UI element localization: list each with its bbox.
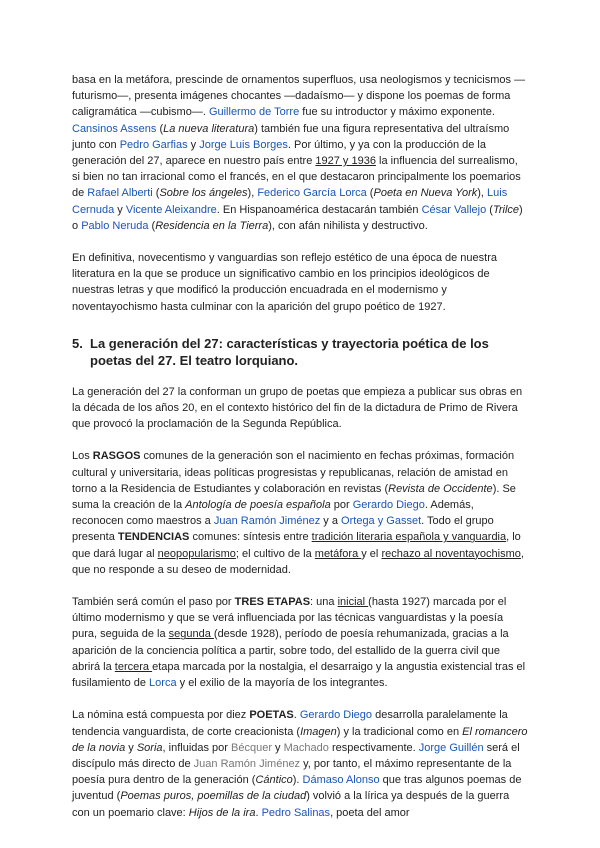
- text: , que no responde a su deseo de modernidad.: [72, 547, 524, 576]
- text: (: [152, 187, 160, 200]
- link-juan-ramon-jimenez[interactable]: Juan Ramón Jiménez: [213, 515, 321, 528]
- document-page: [72, 72, 528, 837]
- underlined-text: rechazo al noventayochismo: [381, 547, 521, 560]
- link-jorge-luis-borges[interactable]: Jorge Luis Borges: [199, 138, 288, 151]
- book-title: Revista de Occidente: [388, 482, 493, 495]
- text: ) también fue una figura representativa del ultraísmo junto con: [72, 122, 510, 151]
- text: y: [272, 741, 284, 754]
- link-federico-garcia-lorca[interactable]: Federico García Lorca: [257, 187, 367, 200]
- paragraph-intro-27: La generación del 27 la conforman un grupo de poetas que empieza a publicar sus obras en la década de los años 20, en el contexto histórico del fin de la dictadura de Primo de Rivera que provocó la proclamación de la Segunda República.: [72, 385, 523, 431]
- link-rafael-alberti[interactable]: Rafael Alberti: [87, 187, 153, 200]
- link-gerardo-diego[interactable]: Gerardo Diego: [299, 709, 373, 722]
- book-title: Antología de poesía española: [185, 499, 331, 512]
- text: y el exilio de la mayoría de los integrantes.: [176, 677, 388, 690]
- underlined-text: 1927 y 1936: [315, 155, 376, 168]
- text: .: [255, 806, 262, 819]
- text: (: [156, 122, 164, 135]
- link-gerardo-diego[interactable]: Gerardo Diego: [352, 499, 425, 512]
- underlined-text: inicial: [337, 596, 369, 609]
- section-heading: [72, 335, 528, 369]
- name-becquer: Bécquer: [231, 741, 272, 754]
- book-title: El romancero de la novia: [72, 725, 528, 754]
- book-title: Trilce: [492, 203, 520, 216]
- text: y, por tanto, el máximo representante de la poesía pura dentro de la generación (: [72, 757, 512, 787]
- text: , poeta del amor: [330, 806, 410, 819]
- text: : una: [310, 596, 338, 609]
- text: ).: [292, 774, 303, 787]
- underlined-text: segunda: [168, 628, 214, 641]
- link-pedro-garfias[interactable]: Pedro Garfias: [119, 138, 188, 151]
- text: (: [486, 203, 493, 216]
- link-ortega-y-gasset[interactable]: Ortega y Gasset: [341, 515, 422, 528]
- text: fue su introductor y máximo exponente.: [299, 106, 495, 119]
- text: comunes: síntesis entre: [189, 531, 312, 544]
- name-juan-ramon-jimenez: Juan Ramón Jiménez: [193, 757, 301, 770]
- text: (: [148, 219, 156, 232]
- text: ),: [247, 187, 258, 200]
- text: (hasta 1927) marcada por el último modernismo y que se verá influenciada por las técnicas vanguardistas y la poesía pura, seguida de la: [72, 596, 507, 641]
- text: que tras algunos poemas de juventud (: [72, 774, 522, 803]
- book-title: Sobre los ángeles: [159, 187, 248, 200]
- text: desarrolla paralelamente la tendencia vanguardista, de corte creacionista (: [72, 709, 508, 738]
- paragraph-conclusion: En definitiva, novecentismo y vanguardias son reflejo estético de una época de nuestra literatura en la que se produce un significativo cambio en los principios ideológicos de nuestras letras y que modificó la producción encuadrada en el modernismo y noventayochismo hasta culminar con la aparición del grupo poético de 1927.: [72, 252, 497, 313]
- book-title: Soria: [136, 741, 163, 754]
- text: ). Se suma la creación de la: [72, 482, 516, 512]
- text: y a: [320, 515, 342, 528]
- text: ) o: [72, 203, 523, 232]
- link-luis-cernuda[interactable]: Luis Cernuda: [72, 187, 508, 216]
- text: comunes de la generación son el nacimiento en fechas próximas, formación cultural y universitaria, ideas políticas progresistas y republicanas, relación de amistad en torno a la Residencia de Estudiantes y colaboración en revistas (: [72, 450, 515, 495]
- text: y: [114, 203, 126, 216]
- text: . Todo el grupo presenta: [72, 515, 494, 544]
- text: También será común el paso por: [72, 596, 235, 609]
- text: Los: [72, 450, 93, 463]
- bold-text: POETAS: [249, 709, 294, 722]
- paragraph-rasgos: [72, 448, 528, 578]
- text: ) y la tradicional como en: [336, 725, 463, 738]
- paragraph-poetas: [72, 707, 528, 820]
- underlined-text: neopopularismo: [157, 547, 236, 560]
- text: . En Hispanoamérica destacarán también: [216, 203, 422, 216]
- text: .: [293, 709, 300, 722]
- link-jorge-guillen[interactable]: Jorge Guillén: [418, 741, 484, 754]
- text: etapa marcada por la nostalgia, el desarraigo y la angustia existencial tras el fusilamiento de: [72, 660, 526, 690]
- bold-text: TRES ETAPAS: [234, 596, 311, 609]
- underlined-text: tradición literaria española y vanguardia: [311, 531, 507, 544]
- book-title: Poemas puros, poemillas de la ciudad: [120, 790, 307, 803]
- text: La nómina está compuesta por diez: [72, 709, 250, 722]
- book-title: Hijos de la ira: [188, 806, 256, 819]
- text: y el: [361, 547, 382, 560]
- text: (: [366, 187, 374, 200]
- link-damaso-alonso[interactable]: Dámaso Alonso: [302, 774, 380, 787]
- book-title: Imagen: [300, 725, 337, 738]
- link-cansinos-assens[interactable]: Cansinos Assens: [72, 122, 157, 135]
- underlined-text: tercera: [114, 660, 153, 673]
- text: por: [330, 499, 353, 512]
- text: ), con afán nihilista y destructivo.: [268, 219, 428, 232]
- text: ) volvió a la lírica ya después de la guerra con un poemario clave:: [72, 790, 510, 819]
- text: y: [187, 138, 200, 151]
- paragraph-vanguardias: [72, 72, 528, 234]
- book-title: Cántico: [255, 774, 293, 787]
- name-machado: Machado: [283, 741, 329, 754]
- text: y: [125, 741, 137, 754]
- link-cesar-vallejo[interactable]: César Vallejo: [421, 203, 487, 216]
- text: , lo que dará lugar al: [72, 531, 521, 560]
- paragraph-etapas: [72, 594, 528, 691]
- link-vicente-aleixandre[interactable]: Vicente Aleixandre: [125, 203, 217, 216]
- text: respectivamente.: [328, 741, 419, 754]
- text: ; el cultivo de la: [235, 547, 315, 560]
- book-title: Residencia en la Tierra: [155, 219, 269, 232]
- link-pedro-salinas[interactable]: Pedro Salinas: [261, 806, 331, 819]
- text: será el discípulo más directo de: [72, 741, 520, 770]
- book-title: La nueva literatura: [163, 122, 255, 135]
- text: . Además, reconocen como maestros a: [72, 499, 474, 528]
- section-title: La generación del 27: características y trayectoria poética de los poetas del 27. El teatro lorquiano.: [90, 335, 489, 368]
- link-lorca[interactable]: Lorca: [149, 677, 177, 690]
- link-guillermo-de-torre[interactable]: Guillermo de Torre: [208, 106, 300, 119]
- bold-text: TENDENCIAS: [117, 531, 190, 544]
- text: (desde 1928), período de poesía rehumanizada, gracias a la aparición de la conciencia política a partir, sobre todo, del estallido de la guerra civil que abrirá la: [72, 628, 509, 673]
- text: basa en la metáfora, prescinde de ornamentos superfluos, usa neologismos y tecnicismos —futurismo—, presenta imágenes chocantes —dadaísmo— y dispone los poemas de forma caligramática —cubismo—.: [72, 74, 526, 119]
- text: ),: [477, 187, 488, 200]
- text: la influencia del surrealismo, si bien no tan irracional como el francés, en el que destacaron principalmente los poemarios de: [72, 155, 521, 200]
- section-number: 5.: [72, 335, 83, 351]
- underlined-text: metáfora: [314, 547, 362, 560]
- text: . Por último, y ya con la producción de la generación del 27, aparece en nuestro país entre: [72, 138, 486, 168]
- bold-text: RASGOS: [92, 450, 141, 463]
- link-pablo-neruda[interactable]: Pablo Neruda: [81, 219, 149, 232]
- text: , influidas por: [162, 741, 232, 754]
- book-title: Poeta en Nueva York: [373, 187, 478, 200]
